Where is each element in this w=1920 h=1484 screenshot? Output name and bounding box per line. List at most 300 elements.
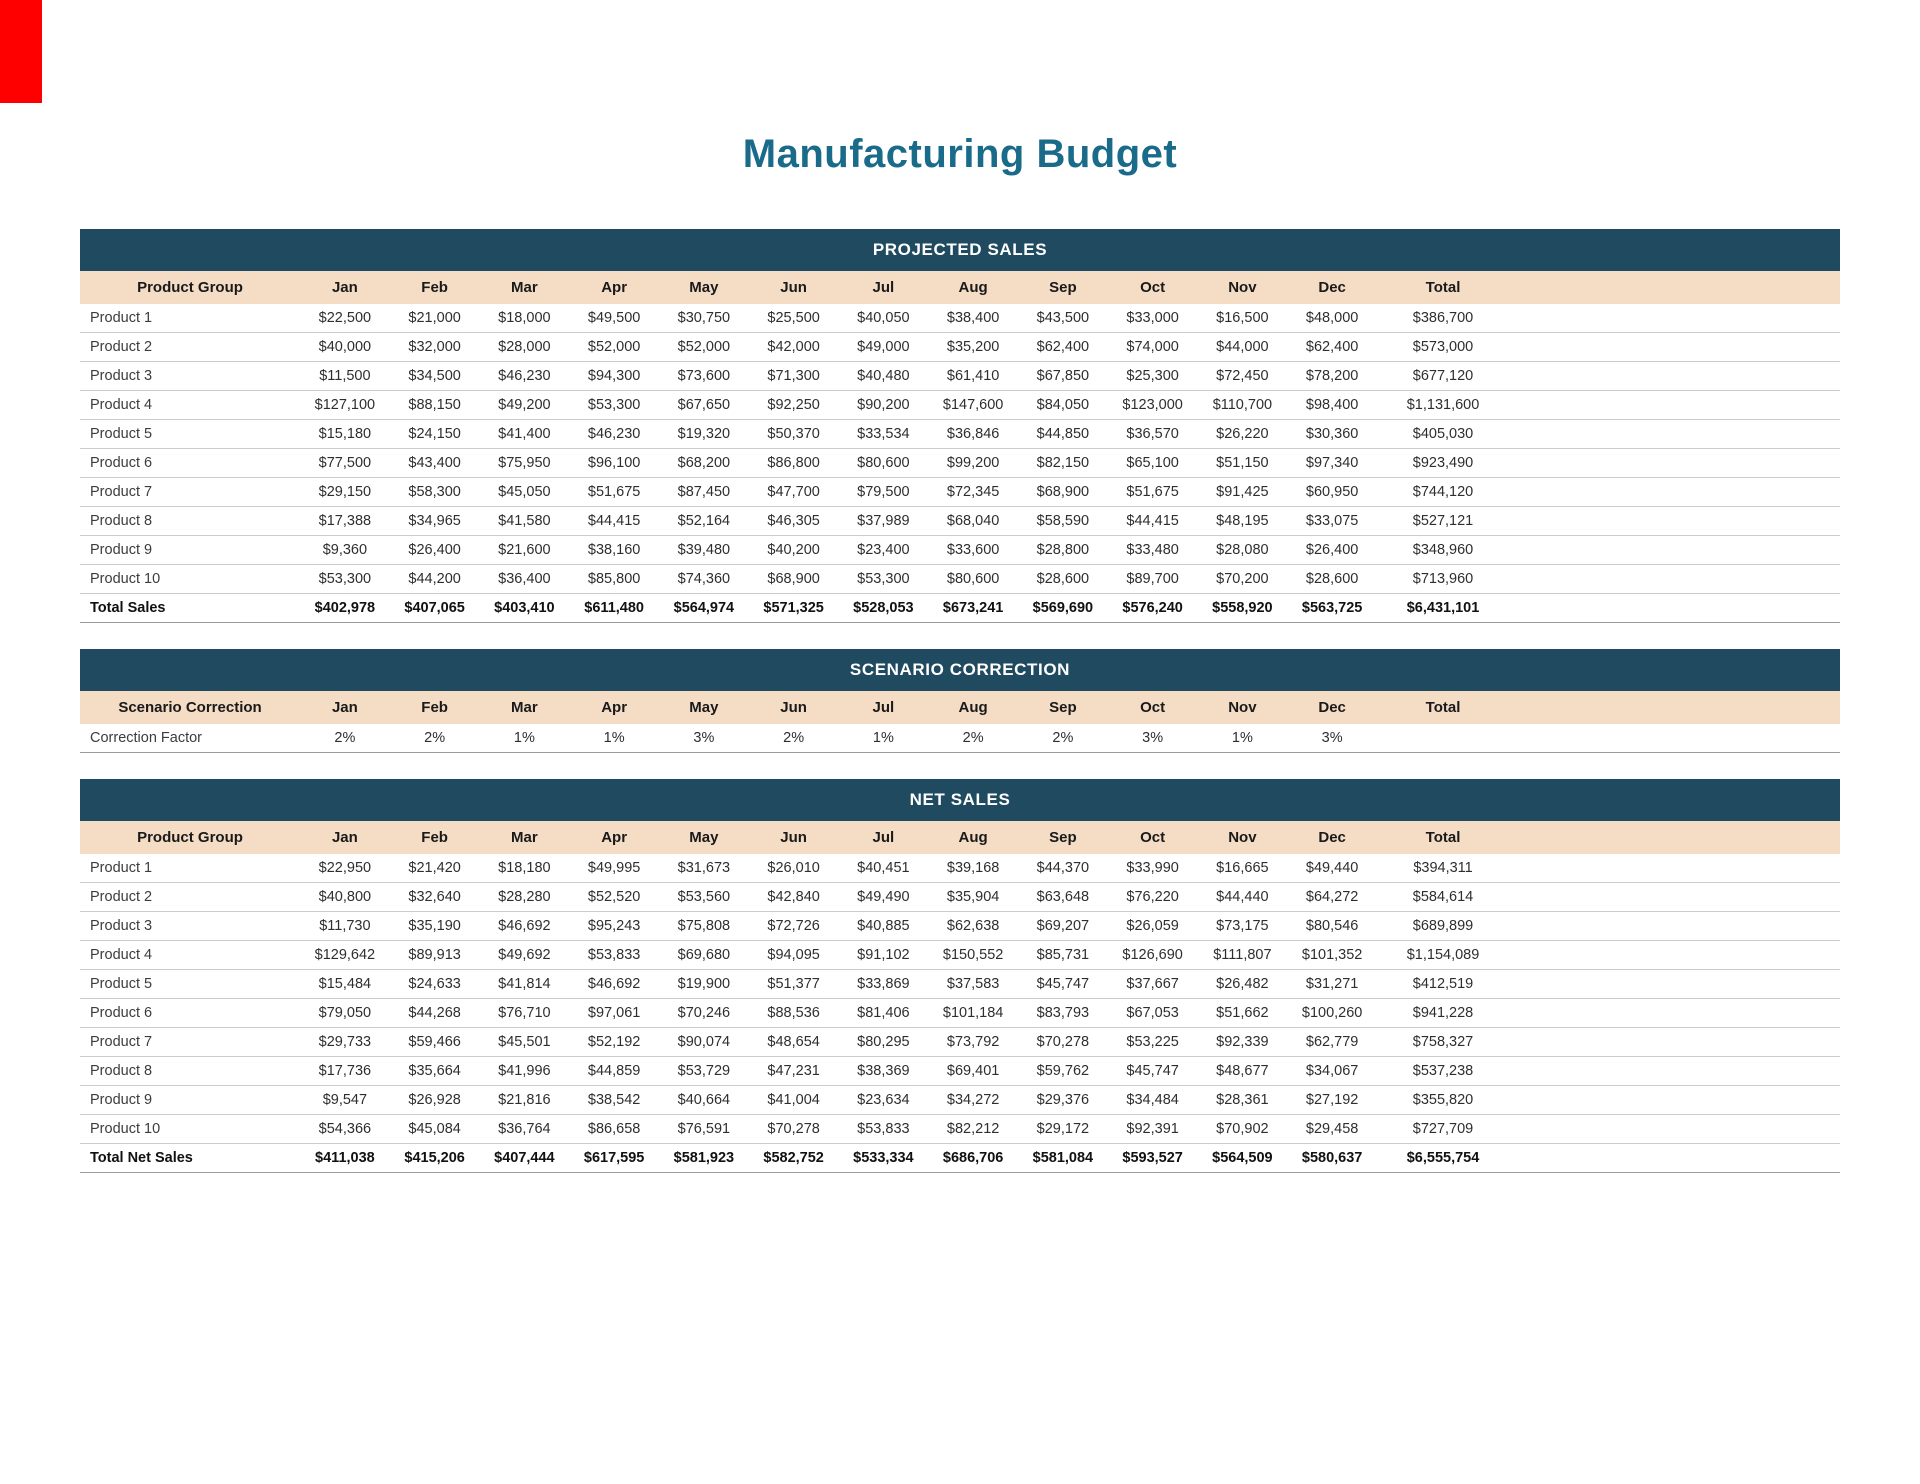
spacer-cell — [1509, 941, 1840, 970]
value-cell: $46,230 — [498, 368, 551, 384]
value-cell: $64,272 — [1305, 889, 1359, 905]
value-cell: $82,150 — [1036, 455, 1090, 471]
value-cell: $101,352 — [1301, 947, 1363, 963]
value-cell: $580,637 — [1301, 1150, 1363, 1166]
value-cell: $53,560 — [677, 889, 731, 905]
value-cell: $86,658 — [587, 1121, 641, 1137]
column-header-row — [80, 821, 1840, 854]
column-header-month: Apr — [569, 691, 659, 724]
value-cell: $40,000 — [318, 339, 372, 355]
value-cell: $52,520 — [587, 889, 641, 905]
spacer-cell — [1509, 724, 1840, 753]
value-cell: $33,075 — [1305, 513, 1359, 529]
table-row — [80, 478, 1840, 507]
column-header-row — [80, 691, 1840, 724]
value-cell: $33,534 — [857, 426, 910, 442]
value-cell: $30,750 — [677, 310, 731, 326]
value-cell: $52,192 — [587, 1034, 641, 1050]
column-header-month: Apr — [569, 271, 659, 304]
value-cell: $21,420 — [408, 860, 461, 876]
table-row — [80, 565, 1840, 594]
column-header-total: Total — [1377, 691, 1509, 724]
value-cell: $59,466 — [408, 1034, 461, 1050]
value-cell: $39,480 — [677, 542, 731, 558]
value-cell: $407,065 — [404, 600, 465, 616]
value-cell: $62,400 — [1305, 339, 1359, 355]
value-cell: $355,820 — [1412, 1092, 1474, 1108]
value-cell: $76,710 — [498, 1005, 551, 1021]
value-cell: $46,692 — [498, 918, 551, 934]
column-header-spacer — [1509, 271, 1840, 304]
value-cell: $80,546 — [1305, 918, 1359, 934]
value-cell — [1377, 724, 1509, 753]
spacer-cell — [1509, 333, 1840, 362]
value-cell: $25,500 — [767, 310, 820, 326]
column-header-month: Mar — [480, 271, 570, 304]
value-cell: $97,061 — [587, 1005, 641, 1021]
value-cell: $44,000 — [1216, 339, 1269, 355]
column-header-group: Product Group — [80, 271, 300, 304]
value-cell: $62,779 — [1305, 1034, 1359, 1050]
spacer-cell — [1509, 449, 1840, 478]
value-cell: $581,923 — [673, 1150, 735, 1166]
value-cell: $673,241 — [942, 600, 1004, 616]
value-cell: $15,484 — [318, 976, 372, 992]
value-cell: $34,484 — [1126, 1092, 1179, 1108]
section-title: NET SALES — [80, 779, 1840, 821]
value-cell: $45,084 — [408, 1121, 461, 1137]
value-cell: $83,793 — [1036, 1005, 1090, 1021]
value-cell: $563,725 — [1301, 600, 1363, 616]
row-label: Product 7 — [90, 484, 153, 500]
value-cell: $405,030 — [1412, 426, 1474, 442]
column-header-month: Jun — [749, 691, 839, 724]
row-label: Product 10 — [90, 571, 161, 587]
row-label: Product 6 — [90, 455, 153, 471]
column-header-month: Oct — [1108, 691, 1198, 724]
value-cell: $129,642 — [314, 947, 376, 963]
value-cell: $33,990 — [1126, 860, 1179, 876]
value-cell: $62,400 — [1036, 339, 1090, 355]
value-cell: $32,000 — [408, 339, 461, 355]
value-cell: $41,996 — [498, 1063, 551, 1079]
value-cell: $150,552 — [942, 947, 1004, 963]
value-cell: $27,192 — [1305, 1092, 1359, 1108]
value-cell: $52,000 — [677, 339, 731, 355]
value-cell: $15,180 — [318, 426, 372, 442]
value-cell: $111,807 — [1213, 947, 1272, 963]
value-cell: $97,340 — [1305, 455, 1359, 471]
column-header-total: Total — [1377, 821, 1509, 854]
value-cell: $45,501 — [498, 1034, 551, 1050]
section-title: SCENARIO CORRECTION — [80, 649, 1840, 691]
value-cell: $51,662 — [1216, 1005, 1269, 1021]
value-cell: $73,175 — [1216, 918, 1269, 934]
table-row — [80, 1115, 1840, 1144]
value-cell: $58,300 — [408, 484, 461, 500]
value-cell: $35,200 — [946, 339, 1000, 355]
column-header-month: Sep — [1018, 821, 1108, 854]
value-cell: $110,700 — [1212, 397, 1273, 413]
value-cell: $75,808 — [677, 918, 731, 934]
table-row — [80, 1086, 1840, 1115]
value-cell: $39,168 — [946, 860, 1000, 876]
value-cell: $62,638 — [946, 918, 1000, 934]
value-cell: $41,400 — [498, 426, 551, 442]
value-cell: $11,730 — [319, 918, 371, 934]
row-label: Product 10 — [90, 1121, 161, 1137]
value-cell: $43,500 — [1036, 310, 1090, 326]
table-row — [80, 391, 1840, 420]
column-header-month: May — [659, 821, 749, 854]
table-row — [80, 1057, 1840, 1086]
value-cell: $41,004 — [767, 1092, 820, 1108]
value-cell: $47,231 — [767, 1063, 820, 1079]
value-cell: $75,950 — [498, 455, 551, 471]
value-cell: $80,600 — [857, 455, 910, 471]
row-label: Product 8 — [90, 1063, 153, 1079]
value-cell: $67,053 — [1126, 1005, 1179, 1021]
value-cell: $415,206 — [404, 1150, 465, 1166]
value-cell: $44,850 — [1036, 426, 1090, 442]
value-cell: $89,913 — [408, 947, 461, 963]
value-cell: $581,084 — [1032, 1150, 1094, 1166]
value-cell: $68,200 — [677, 455, 731, 471]
value-cell: $91,102 — [857, 947, 910, 963]
value-cell: $744,120 — [1412, 484, 1474, 500]
column-header-month: Dec — [1287, 691, 1377, 724]
value-cell: $19,900 — [677, 976, 731, 992]
table-row — [80, 999, 1840, 1028]
projected-sales-section — [80, 229, 1840, 623]
value-cell: $26,928 — [408, 1092, 461, 1108]
row-label: Product 2 — [90, 339, 153, 355]
value-cell: $35,904 — [946, 889, 1000, 905]
value-cell: $79,050 — [318, 1005, 372, 1021]
value-cell: $31,271 — [1305, 976, 1359, 992]
value-cell: $6,431,101 — [1406, 600, 1480, 616]
value-cell: $16,665 — [1216, 860, 1269, 876]
value-cell: $34,500 — [408, 368, 461, 384]
value-cell: $21,000 — [408, 310, 461, 326]
value-cell: $923,490 — [1412, 455, 1474, 471]
net-sales-section — [80, 779, 1840, 1173]
value-cell: $51,377 — [767, 976, 820, 992]
value-cell: $126,690 — [1122, 947, 1183, 963]
row-label: Product 3 — [90, 368, 153, 384]
row-label: Product 6 — [90, 1005, 153, 1021]
spacer-cell — [1509, 1144, 1840, 1173]
red-accent-bar — [0, 0, 42, 103]
budget-table — [80, 691, 1840, 753]
value-cell: $94,300 — [587, 368, 641, 384]
value-cell: $92,391 — [1126, 1121, 1179, 1137]
value-cell: $34,965 — [408, 513, 461, 529]
column-header-row — [80, 271, 1840, 304]
value-cell: $69,207 — [1036, 918, 1090, 934]
value-cell: $88,150 — [408, 397, 461, 413]
value-cell: $44,440 — [1216, 889, 1269, 905]
value-cell: $87,450 — [677, 484, 731, 500]
value-cell: $49,692 — [498, 947, 551, 963]
column-header-month: Oct — [1108, 821, 1198, 854]
value-cell: $37,989 — [857, 513, 910, 529]
value-cell: $73,600 — [677, 368, 731, 384]
value-cell: $36,846 — [946, 426, 1000, 442]
column-header-month: Aug — [928, 821, 1018, 854]
value-cell: $123,000 — [1122, 397, 1183, 413]
value-cell: $49,500 — [587, 310, 641, 326]
spacer-cell — [1509, 1028, 1840, 1057]
value-cell: $584,614 — [1412, 889, 1474, 905]
value-cell: $59,762 — [1036, 1063, 1090, 1079]
spacer-cell — [1509, 565, 1840, 594]
value-cell: $617,595 — [583, 1150, 645, 1166]
value-cell: $26,010 — [767, 860, 820, 876]
column-header-month: Jan — [300, 691, 390, 724]
value-cell: $44,200 — [408, 571, 461, 587]
value-cell: $89,700 — [1126, 571, 1179, 587]
value-cell: $90,074 — [677, 1034, 731, 1050]
value-cell: $24,633 — [408, 976, 461, 992]
value-cell: $689,899 — [1412, 918, 1474, 934]
value-cell: $45,747 — [1036, 976, 1090, 992]
spacer-cell — [1509, 970, 1840, 999]
value-cell: $63,648 — [1036, 889, 1090, 905]
table-row — [80, 449, 1840, 478]
value-cell: $533,334 — [853, 1150, 914, 1166]
value-cell: $45,050 — [498, 484, 551, 500]
column-header-month: Dec — [1287, 271, 1377, 304]
value-cell: $68,040 — [946, 513, 1000, 529]
value-cell: $28,361 — [1216, 1092, 1269, 1108]
value-cell: $593,527 — [1122, 1150, 1183, 1166]
spacer-cell — [1509, 478, 1840, 507]
value-cell: $74,360 — [677, 571, 731, 587]
value-cell: $49,200 — [498, 397, 551, 413]
column-header-month: Nov — [1198, 821, 1288, 854]
table-row — [80, 1028, 1840, 1057]
value-cell: $17,736 — [318, 1063, 372, 1079]
column-header-month: Jun — [749, 271, 839, 304]
value-cell: $19,320 — [677, 426, 731, 442]
value-cell: $77,500 — [318, 455, 372, 471]
value-cell: $569,690 — [1032, 600, 1094, 616]
column-header-month: Jan — [300, 821, 390, 854]
value-cell: $28,600 — [1036, 571, 1090, 587]
value-cell: $407,444 — [494, 1150, 555, 1166]
value-cell: $1,131,600 — [1406, 397, 1480, 413]
row-label: Product 1 — [90, 310, 153, 326]
value-cell: $53,300 — [318, 571, 372, 587]
column-header-group: Product Group — [80, 821, 300, 854]
value-cell: $69,680 — [677, 947, 731, 963]
value-cell: $53,300 — [587, 397, 641, 413]
column-header-month: Dec — [1287, 821, 1377, 854]
value-cell: $11,500 — [319, 368, 371, 384]
value-cell: $36,400 — [498, 571, 551, 587]
value-cell: $95,243 — [587, 918, 641, 934]
value-cell: $71,300 — [767, 368, 820, 384]
total-row — [80, 594, 1840, 623]
spacer-cell — [1509, 854, 1840, 883]
value-cell: $43,400 — [408, 455, 461, 471]
value-cell: $99,200 — [946, 455, 1000, 471]
row-label: Product 5 — [90, 426, 153, 442]
value-cell: $70,200 — [1216, 571, 1269, 587]
value-cell: $386,700 — [1412, 310, 1474, 326]
column-header-month: Nov — [1198, 691, 1288, 724]
row-label: Total Net Sales — [90, 1150, 193, 1166]
value-cell: $49,440 — [1305, 860, 1359, 876]
value-cell: $412,519 — [1412, 976, 1474, 992]
value-cell: $40,480 — [857, 368, 910, 384]
value-cell: $21,816 — [498, 1092, 551, 1108]
value-cell: 2% — [783, 730, 805, 746]
value-cell: $528,053 — [853, 600, 914, 616]
value-cell: $16,500 — [1216, 310, 1269, 326]
value-cell: $68,900 — [767, 571, 820, 587]
value-cell: $38,542 — [587, 1092, 641, 1108]
value-cell: $758,327 — [1412, 1034, 1474, 1050]
value-cell: $24,150 — [408, 426, 461, 442]
spacer-cell — [1509, 391, 1840, 420]
column-header-month: Nov — [1198, 271, 1288, 304]
row-label: Product 3 — [90, 918, 153, 934]
row-label: Product 9 — [90, 1092, 153, 1108]
value-cell: $86,800 — [767, 455, 820, 471]
value-cell: $527,121 — [1412, 513, 1474, 529]
value-cell: $80,295 — [857, 1034, 910, 1050]
value-cell: $677,120 — [1412, 368, 1474, 384]
column-header-total: Total — [1377, 271, 1509, 304]
value-cell: $46,305 — [767, 513, 820, 529]
value-cell: $53,300 — [857, 571, 910, 587]
value-cell: $28,800 — [1036, 542, 1090, 558]
value-cell: $32,640 — [408, 889, 461, 905]
value-cell: $40,050 — [857, 310, 910, 326]
value-cell: $537,238 — [1412, 1063, 1474, 1079]
value-cell: $85,731 — [1036, 947, 1090, 963]
section-title: PROJECTED SALES — [80, 229, 1840, 271]
value-cell: $38,160 — [587, 542, 641, 558]
value-cell: $51,675 — [587, 484, 641, 500]
table-row — [80, 362, 1840, 391]
value-cell: $54,366 — [318, 1121, 372, 1137]
table-row — [80, 304, 1840, 333]
table-row — [80, 724, 1840, 753]
value-cell: $49,995 — [587, 860, 641, 876]
budget-table — [80, 821, 1840, 1173]
table-row — [80, 333, 1840, 362]
spacer-cell — [1509, 1086, 1840, 1115]
value-cell: $36,764 — [498, 1121, 551, 1137]
value-cell: $98,400 — [1305, 397, 1359, 413]
column-header-month: Jul — [839, 271, 929, 304]
value-cell: $48,000 — [1305, 310, 1359, 326]
column-header-month: Jun — [749, 821, 839, 854]
value-cell: $23,634 — [857, 1092, 910, 1108]
value-cell: $48,195 — [1216, 513, 1269, 529]
value-cell: $28,000 — [498, 339, 551, 355]
value-cell: $72,345 — [946, 484, 1000, 500]
value-cell: $411,038 — [315, 1150, 375, 1166]
value-cell: $30,360 — [1305, 426, 1359, 442]
value-cell: $46,230 — [587, 426, 641, 442]
value-cell: $127,100 — [314, 397, 376, 413]
value-cell: $61,410 — [946, 368, 1000, 384]
value-cell: $394,311 — [1413, 860, 1473, 876]
value-cell: $40,451 — [857, 860, 910, 876]
value-cell: $69,401 — [946, 1063, 1000, 1079]
row-label: Product 1 — [90, 860, 153, 876]
row-label: Correction Factor — [90, 730, 203, 746]
value-cell: $33,600 — [946, 542, 1000, 558]
value-cell: $76,220 — [1126, 889, 1179, 905]
column-header-month: Oct — [1108, 271, 1198, 304]
table-row — [80, 536, 1840, 565]
value-cell: $96,100 — [587, 455, 641, 471]
value-cell: $33,480 — [1126, 542, 1179, 558]
value-cell: $28,600 — [1305, 571, 1359, 587]
value-cell: $78,200 — [1305, 368, 1359, 384]
value-cell: $26,400 — [1305, 542, 1359, 558]
value-cell: $42,000 — [767, 339, 820, 355]
value-cell: $92,250 — [767, 397, 820, 413]
column-header-spacer — [1509, 691, 1840, 724]
value-cell: $70,278 — [1036, 1034, 1090, 1050]
value-cell: $582,752 — [763, 1150, 824, 1166]
value-cell: $60,950 — [1305, 484, 1359, 500]
value-cell: 3% — [693, 730, 715, 746]
value-cell: $82,212 — [946, 1121, 1000, 1137]
value-cell: $92,339 — [1216, 1034, 1269, 1050]
value-cell: $45,747 — [1126, 1063, 1179, 1079]
column-header-month: Sep — [1018, 691, 1108, 724]
value-cell: $72,450 — [1216, 368, 1269, 384]
row-label: Product 4 — [90, 947, 153, 963]
value-cell: $31,673 — [677, 860, 731, 876]
value-cell: $571,325 — [763, 600, 824, 616]
value-cell: $50,370 — [767, 426, 820, 442]
column-header-month: Feb — [390, 821, 480, 854]
value-cell: $37,667 — [1126, 976, 1179, 992]
value-cell: $53,225 — [1126, 1034, 1179, 1050]
value-cell: $53,729 — [677, 1063, 731, 1079]
value-cell: $88,536 — [767, 1005, 820, 1021]
row-label: Product 7 — [90, 1034, 153, 1050]
value-cell: $573,000 — [1412, 339, 1474, 355]
value-cell: $73,792 — [946, 1034, 1000, 1050]
value-cell: $38,369 — [857, 1063, 910, 1079]
value-cell: $564,974 — [673, 600, 735, 616]
value-cell: $348,960 — [1412, 542, 1474, 558]
value-cell: $402,978 — [314, 600, 376, 616]
value-cell: $52,164 — [677, 513, 731, 529]
value-cell: $558,920 — [1212, 600, 1273, 616]
value-cell: $564,509 — [1212, 1150, 1273, 1166]
value-cell: $38,400 — [946, 310, 1000, 326]
table-row — [80, 420, 1840, 449]
value-cell: $18,000 — [498, 310, 551, 326]
column-header-month: Jan — [300, 271, 390, 304]
value-cell: $611,480 — [584, 600, 644, 616]
value-cell: $44,268 — [408, 1005, 461, 1021]
value-cell: $76,591 — [677, 1121, 731, 1137]
value-cell: 1% — [1231, 730, 1253, 746]
value-cell: $44,415 — [1126, 513, 1179, 529]
value-cell: $22,500 — [318, 310, 372, 326]
